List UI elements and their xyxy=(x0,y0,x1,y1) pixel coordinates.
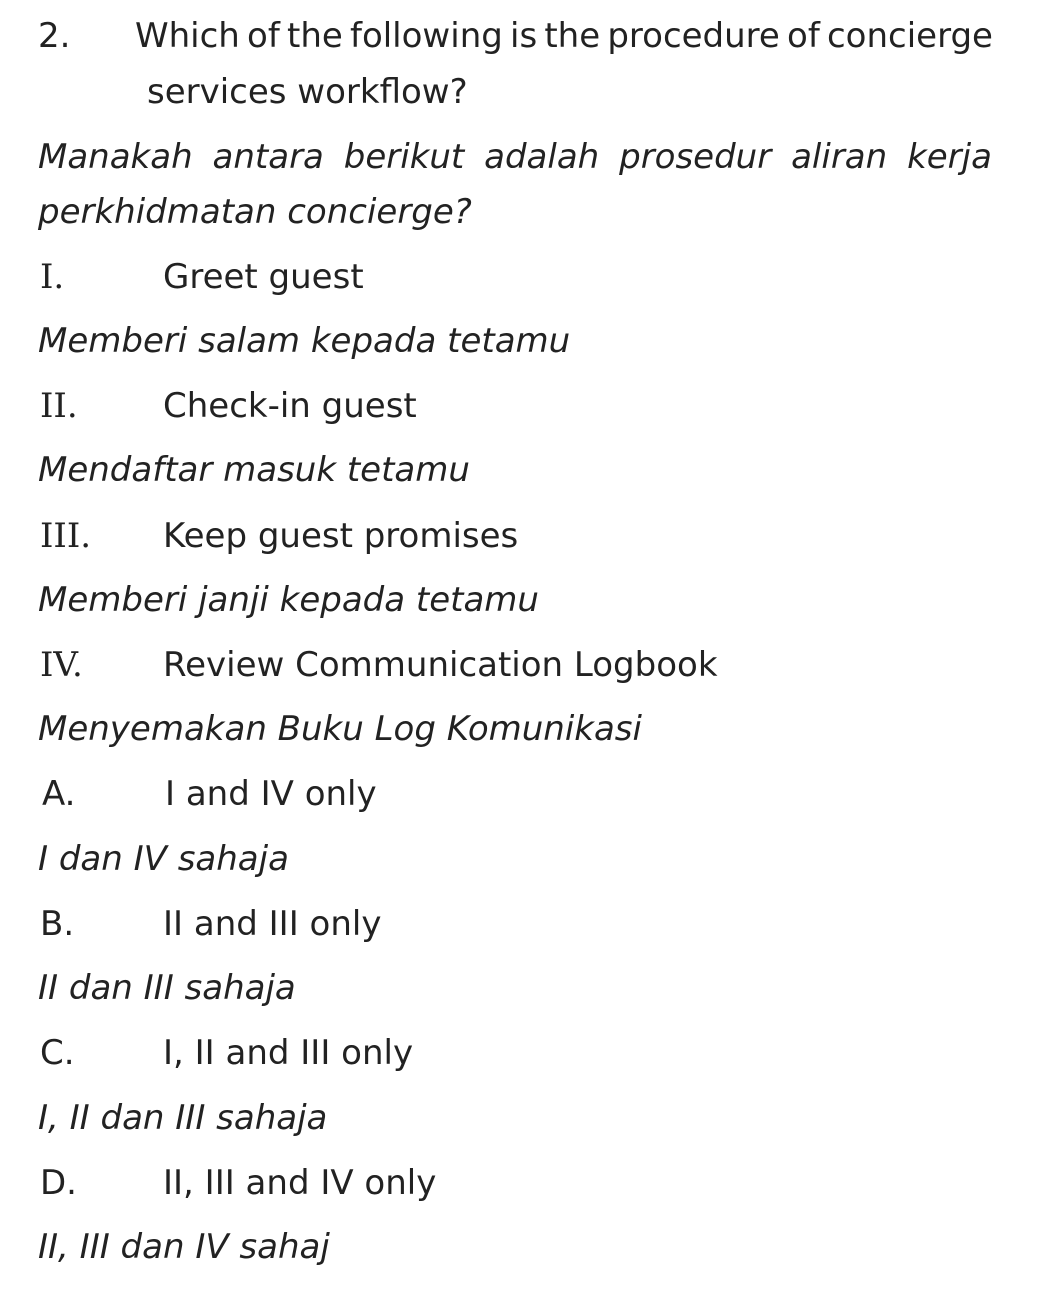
option-text-en[interactable]: I, II and III only xyxy=(163,1033,414,1073)
word: adalah xyxy=(484,137,600,177)
word: of xyxy=(787,16,820,56)
option-text-en[interactable]: II, III and IV only xyxy=(163,1163,437,1203)
statement-text-ms: Memberi janji kepada tetamu xyxy=(38,580,539,620)
option-text-ms: II dan III sahaja xyxy=(38,968,296,1008)
option-text-en[interactable]: II and III only xyxy=(163,904,382,944)
option-text-ms: II, III dan IV sahaj xyxy=(38,1227,330,1267)
question-text-ms-line2: perkhidmatan concierge? xyxy=(38,192,472,232)
question-text-en-line1 xyxy=(135,16,993,56)
word: Which xyxy=(135,16,240,56)
word: kerja xyxy=(907,137,992,177)
statement-text-ms: Mendaftar masuk tetamu xyxy=(38,450,470,490)
word: of xyxy=(247,16,280,56)
word: the xyxy=(286,16,343,56)
word: procedure xyxy=(607,16,780,56)
option-text-en[interactable]: I and IV only xyxy=(165,774,377,814)
word: the xyxy=(544,16,601,56)
option-letter: C. xyxy=(40,1033,75,1073)
option-letter: B. xyxy=(40,904,75,944)
word: antara xyxy=(212,137,324,177)
question-number: 2. xyxy=(38,16,71,56)
statement-text-en: Keep guest promises xyxy=(163,516,519,556)
option-text-ms: I, II dan III sahaja xyxy=(38,1098,328,1138)
word: Manakah xyxy=(38,137,193,177)
word: berikut xyxy=(343,137,465,177)
question-text-ms-line1 xyxy=(38,137,992,177)
statement-numeral: I. xyxy=(40,257,65,297)
statement-text-en: Check-in guest xyxy=(163,386,417,426)
word: aliran xyxy=(791,137,888,177)
statement-text-ms: Memberi salam kepada tetamu xyxy=(38,321,571,361)
word: is xyxy=(510,16,538,56)
statement-numeral: II. xyxy=(40,386,78,426)
option-letter: A. xyxy=(42,774,76,814)
statement-numeral: III. xyxy=(40,516,92,556)
word: prosedur xyxy=(619,137,772,177)
question-text-en-line2: services workflow? xyxy=(147,72,468,112)
statement-text-en: Greet guest xyxy=(163,257,364,297)
word: following xyxy=(349,16,503,56)
option-letter: D. xyxy=(40,1163,77,1203)
statement-text-ms: Menyemakan Buku Log Komunikasi xyxy=(38,709,642,749)
statement-text-en: Review Communication Logbook xyxy=(163,645,718,685)
statement-numeral: IV. xyxy=(40,645,83,685)
option-text-ms: I dan IV sahaja xyxy=(38,839,289,879)
word: concierge xyxy=(826,16,993,56)
